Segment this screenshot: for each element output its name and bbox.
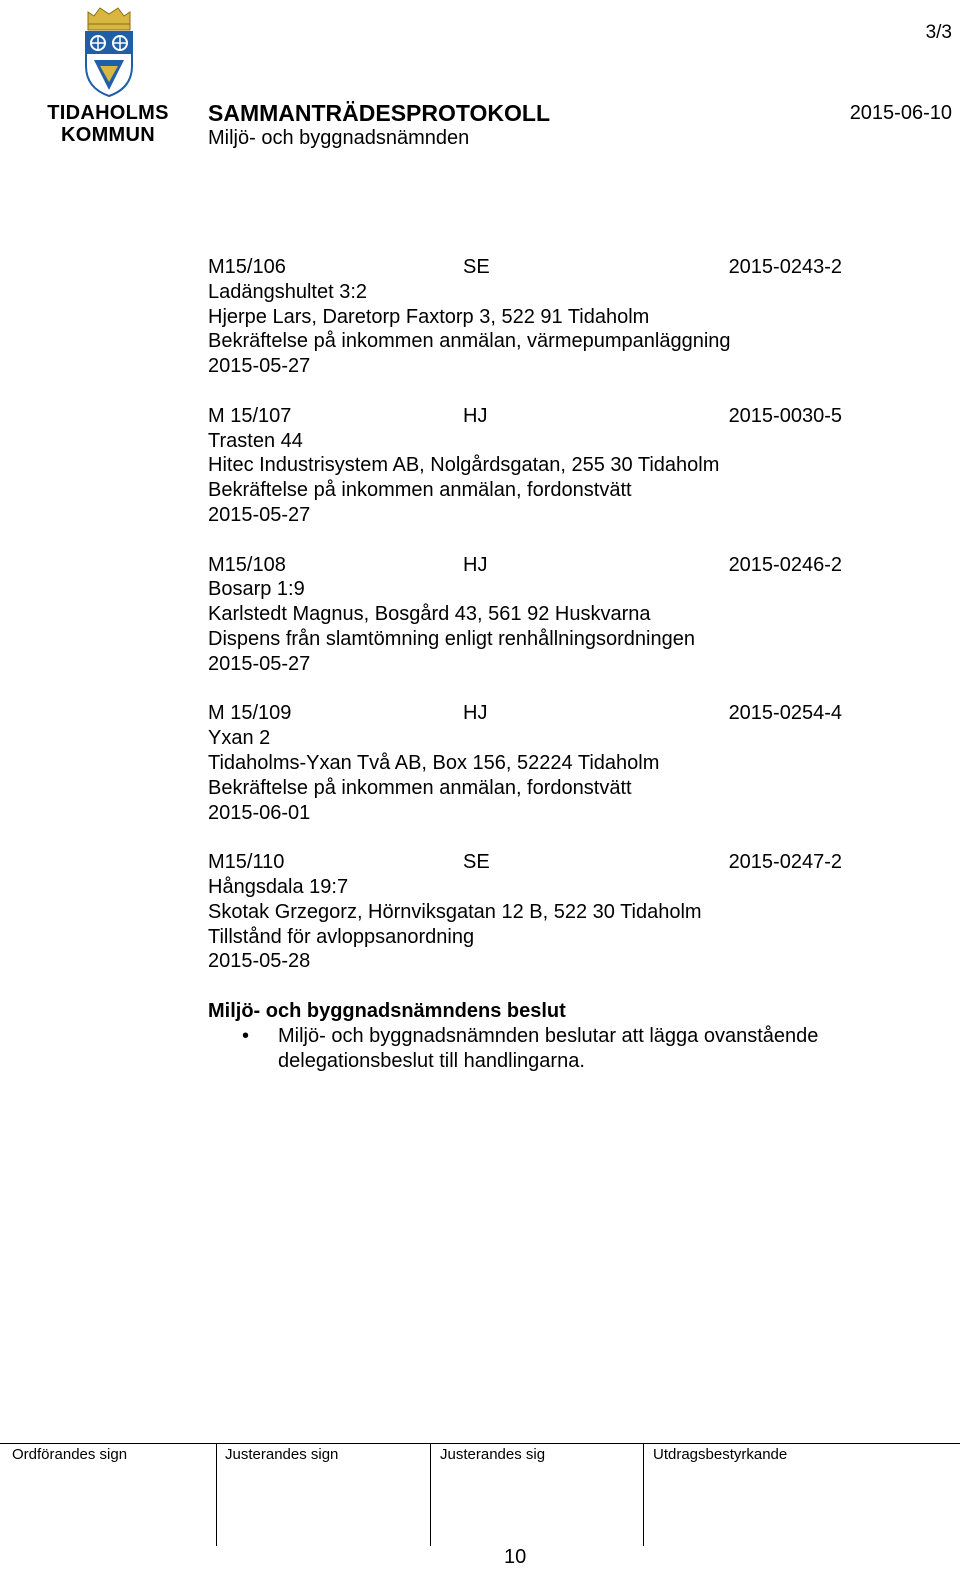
- case-date: 2015-05-27: [208, 355, 311, 378]
- case-property: Hångsdala 19:7: [208, 875, 349, 898]
- case-officer: HJ: [463, 702, 488, 725]
- case-applicant: Hitec Industrisystem AB, Nolgårdsgatan, 255 30 Tidaholm: [208, 454, 720, 477]
- adjuster-signature-label-2: Justerandes sig: [440, 1446, 546, 1463]
- case-matter: Bekräftelse på inkommen anmälan, värmepumpanläggning: [208, 330, 731, 353]
- case-property: Bosarp 1:9: [208, 578, 305, 601]
- page-fraction: 3/3: [925, 22, 952, 43]
- case-code: M15/106: [208, 256, 286, 278]
- case-reference: 2015-0247-2: [728, 851, 842, 874]
- case-officer: HJ: [463, 404, 488, 427]
- case-entry: [208, 701, 848, 825]
- case-officer: SE: [463, 256, 490, 278]
- case-reference: 2015-0243-2: [728, 256, 842, 278]
- case-matter: Bekräftelse på inkommen anmälan, fordonstvätt: [208, 776, 632, 799]
- case-date: 2015-05-27: [208, 503, 311, 526]
- case-code: M15/110: [208, 851, 285, 874]
- footer-column-divider: [430, 1444, 431, 1546]
- case-matter: Bekräftelse på inkommen anmälan, fordonstvätt: [208, 479, 632, 502]
- decision-text-line: Miljö- och byggnadsnämnden beslutar att lägga ovanstående: [278, 1024, 819, 1047]
- case-date: 2015-05-28: [208, 950, 311, 973]
- case-property: Trasten 44: [208, 429, 303, 452]
- coat-of-arms-icon: [82, 6, 136, 98]
- decision-list: [208, 1024, 848, 1074]
- case-matter: Dispens från slamtömning enligt renhållningsordningen: [208, 627, 695, 650]
- footer-column-divider: [216, 1444, 217, 1546]
- case-property: Yxan 2: [208, 727, 271, 750]
- case-applicant: Tidaholms-Yxan Två AB, Box 156, 52224 Tidaholm: [208, 751, 660, 774]
- decision-text-line: delegationsbeslut till handlingarna.: [278, 1049, 585, 1072]
- case-date: 2015-06-01: [208, 801, 311, 824]
- adjuster-signature-label: Justerandes sign: [225, 1446, 339, 1463]
- case-reference: 2015-0030-5: [728, 404, 842, 427]
- case-officer: SE: [463, 851, 490, 874]
- bullet-icon: •: [242, 1024, 250, 1047]
- document-title: SAMMANTRÄDESPROTOKOLL: [208, 100, 551, 126]
- meeting-date: 2015-06-10: [849, 102, 952, 124]
- case-entry: [208, 850, 848, 974]
- chair-signature-label: Ordförandes sign: [12, 1446, 128, 1463]
- case-entry: [208, 404, 848, 528]
- case-reference: 2015-0254-4: [728, 702, 842, 725]
- extract-certification-label: Utdragsbestyrkande: [653, 1446, 788, 1463]
- case-reference: 2015-0246-2: [728, 553, 842, 576]
- page-number: 10: [504, 1546, 527, 1568]
- decision-heading: Miljö- och byggnadsnämndens beslut: [208, 999, 566, 1022]
- case-code: M 15/109: [208, 702, 292, 725]
- case-matter: Tillstånd för avloppsanordning: [208, 925, 475, 948]
- case-applicant: Karlstedt Magnus, Bosgård 43, 561 92 Huskvarna: [208, 603, 651, 626]
- case-applicant: Hjerpe Lars, Daretorp Faxtorp 3, 522 91 Tidaholm: [208, 305, 650, 328]
- case-applicant: Skotak Grzegorz, Hörnviksgatan 12 B, 522 30 Tidaholm: [208, 900, 702, 923]
- case-code: M 15/107: [208, 404, 292, 427]
- committee-name: Miljö- och byggnadsnämnden: [208, 127, 470, 149]
- case-date: 2015-05-27: [208, 652, 311, 675]
- case-entry: [208, 553, 848, 677]
- municipality-logo: [38, 6, 178, 146]
- case-code: M15/108: [208, 553, 286, 576]
- case-entry: [208, 255, 848, 379]
- municipality-name: TIDAHOLMS KOMMUN: [47, 102, 169, 146]
- case-officer: HJ: [463, 553, 488, 576]
- footer-column-divider: [643, 1444, 644, 1546]
- delegation-decisions: [208, 255, 848, 1073]
- case-property: Ladängshultet 3:2: [208, 280, 368, 303]
